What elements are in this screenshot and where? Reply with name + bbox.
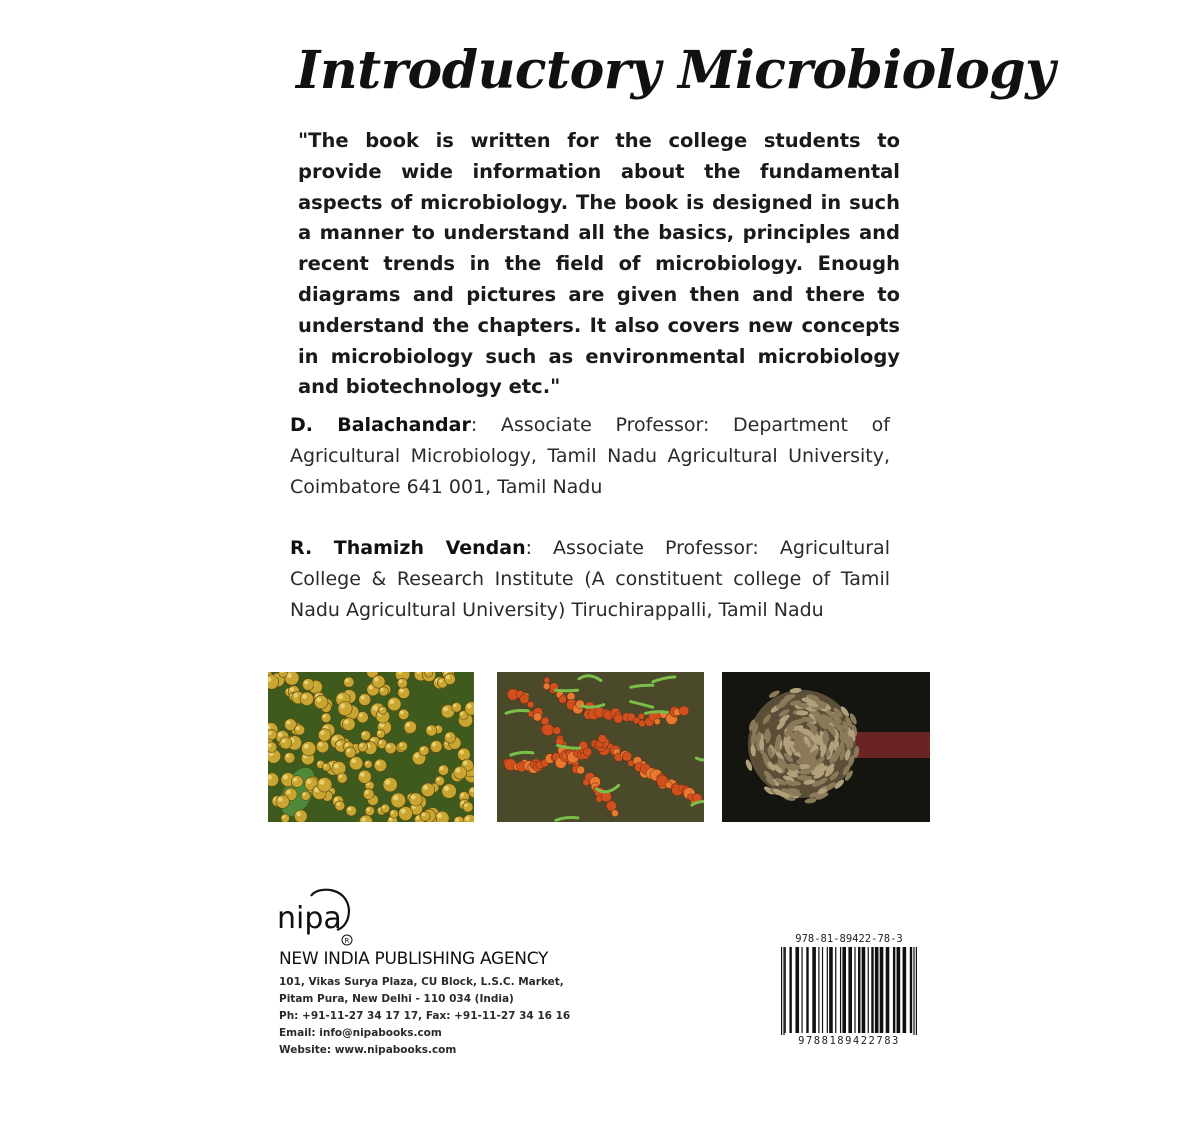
barcode-bar [842, 947, 846, 1033]
barcode-bar [871, 947, 873, 1033]
barcode-bar [868, 947, 869, 1033]
barcode-bar [848, 947, 852, 1033]
barcode-bar [903, 947, 907, 1033]
author-bio-2 [290, 533, 890, 626]
micrograph-cell-photo [722, 672, 930, 822]
barcode-bar [818, 947, 819, 1033]
barcode-bars [779, 947, 919, 1039]
barcode-bar [840, 947, 841, 1033]
barcode-bar [812, 947, 816, 1033]
publisher-email: Email: info@nipabooks.com [279, 1027, 442, 1039]
barcode-bar [875, 947, 879, 1033]
publisher-name: NEW INDIA PUBLISHING AGENCY [279, 949, 549, 969]
author-name-2: R. Thamizh Vendan [290, 537, 526, 559]
publisher-address-line2: Pitam Pura, New Delhi - 110 034 (India) [279, 993, 514, 1005]
author-name-1: D. Balachandar [290, 414, 471, 436]
barcode-bar [781, 947, 782, 1039]
barcode-bar [835, 947, 836, 1033]
barcode-bar [783, 947, 784, 1039]
publisher-address-line1: 101, Vikas Surya Plaza, CU Block, L.S.C. Market, [279, 976, 564, 988]
author-affiliation-2: : Associate Professor: Agricultural College & Research Institute (A constituent college of Tamil Nadu Agricultural University) Tiruchirappalli, Tamil Nadu [290, 537, 890, 621]
publisher-phone-fax: Ph: +91-11-27 34 17 17, Fax: +91-11-27 34 16 16 [279, 1010, 571, 1022]
barcode-bar [806, 947, 808, 1033]
isbn-hyphenated: 978-81-89422-78-3 [795, 933, 903, 945]
author-affiliation-1: : Associate Professor: Department of Agricultural Microbiology, Tamil Nadu Agricultural University, Coimbatore 641 001, Tamil Nadu [290, 414, 890, 498]
barcode-bar [785, 947, 786, 1033]
barcode-bar [827, 947, 828, 1033]
barcode-bar [854, 947, 855, 1033]
barcode-bar [886, 947, 890, 1033]
micrograph-coccus-photo [268, 672, 474, 822]
barcode-bar [822, 947, 823, 1033]
barcode-bar [795, 947, 799, 1033]
micrograph-chain-photo [497, 672, 704, 822]
isbn-barcode [779, 933, 919, 1053]
barcode-bar [893, 947, 895, 1033]
barcode-bar [862, 947, 866, 1033]
registered-mark: R [344, 937, 350, 945]
book-blurb: "The book is written for the college students to provide wide information about the fundamental aspects of microbiology. The book is designed in such a manner to understand all the basics, principles and recent trends in the field of microbiology. Enough diagrams and pictures are given then and there to understand the chapters. It also covers new concepts in microbiology such as environmental microbiology and biotechnology etc." [298, 129, 900, 399]
barcode-bar [829, 947, 833, 1033]
barcode-bar [913, 947, 914, 1039]
publisher-website: Website: www.nipabooks.com [279, 1044, 457, 1056]
logo-text: nipa [277, 901, 342, 936]
barcode-bar [801, 947, 802, 1033]
book-title: Introductory Microbiology [296, 40, 1055, 101]
nipa-logo [277, 888, 357, 948]
barcode-bar [858, 947, 860, 1033]
barcode-bar [897, 947, 901, 1033]
barcode-bar [910, 947, 912, 1033]
author-bio-1 [290, 410, 890, 503]
isbn-digits: 9788189422783 [779, 1035, 919, 1047]
barcode-bar [789, 947, 791, 1033]
barcode-bar [916, 947, 917, 1039]
barcode-bar [880, 947, 884, 1033]
